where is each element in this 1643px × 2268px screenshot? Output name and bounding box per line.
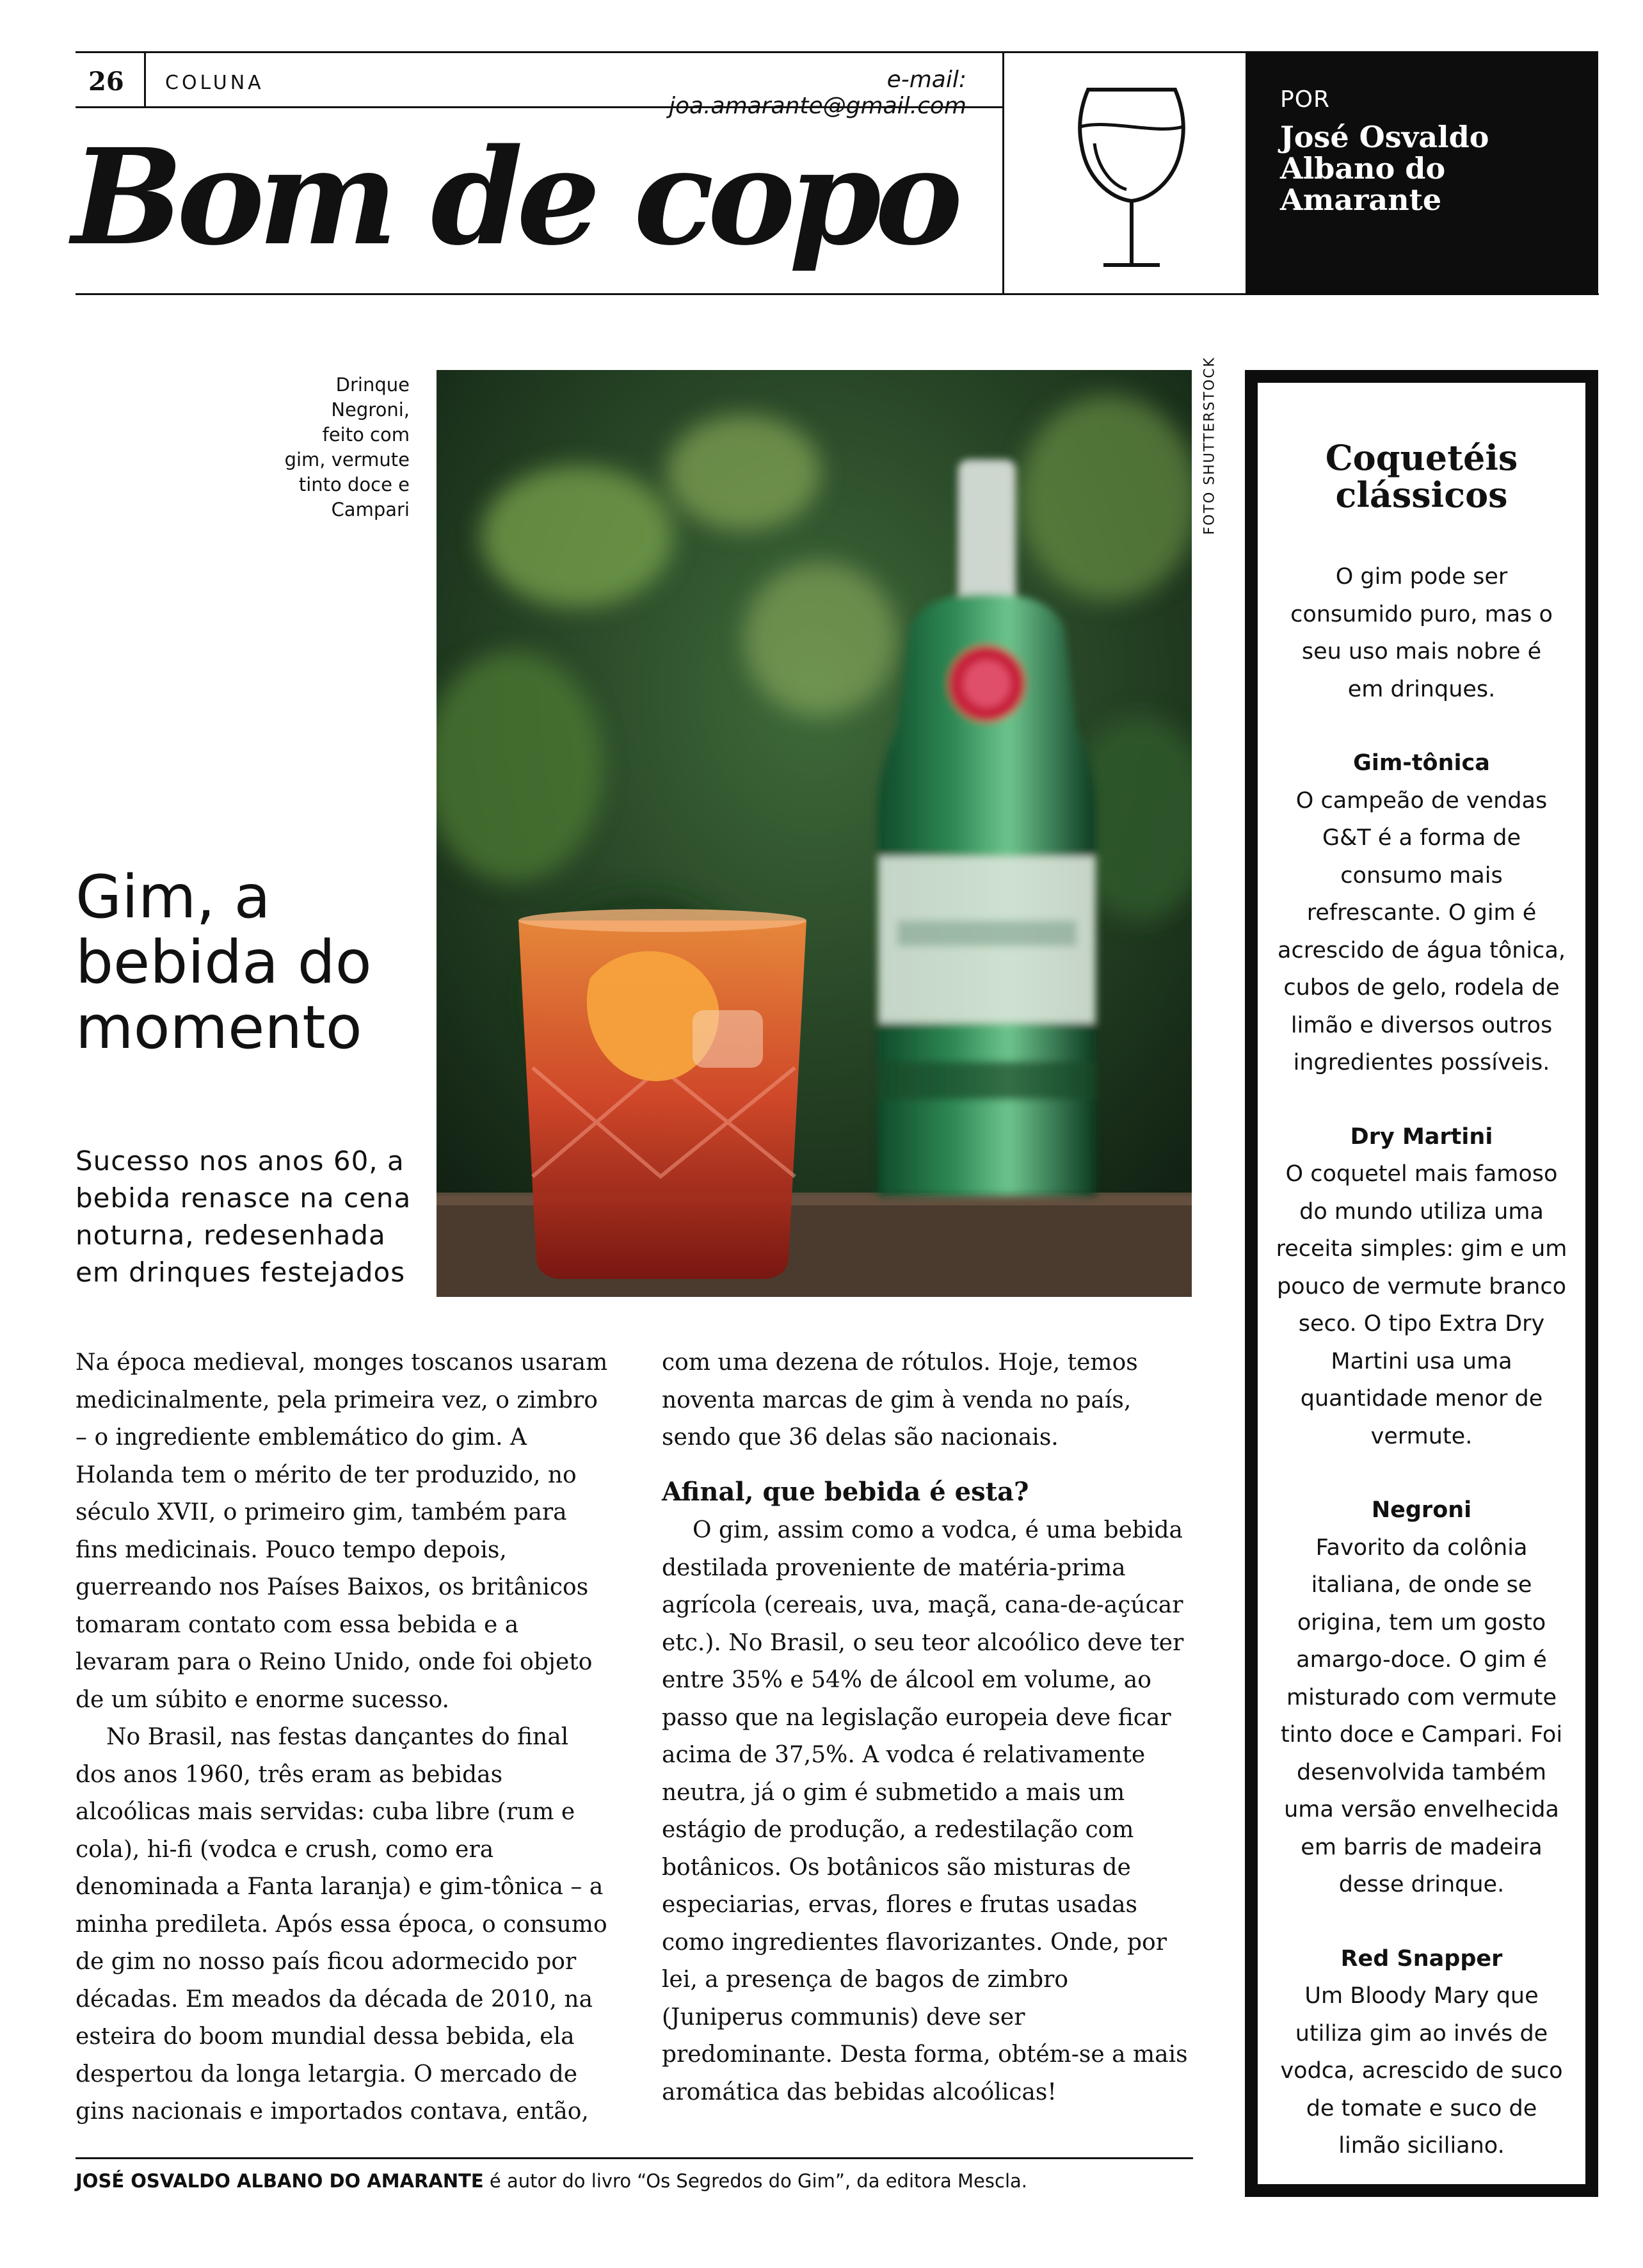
cocktail-description: Favorito da colônia italiana, de onde se origina, tem um gosto amargo-doce. O gim é misturado com vermute tinto doce e Campari. Foi desenvolvida também uma versão envelhecida em barris de madeira desse drinque. (1280, 1534, 1563, 1897)
body-paragraph: com uma dezena de rótulos. Hoje, temos noventa marcas de gim à venda no país, sendo que 36 delas são nacionais. (662, 1349, 1138, 1451)
headline-line: momento (76, 993, 362, 1062)
author-name-line: Amarante (1280, 182, 1442, 217)
cocktail-description: O campeão de vendas G&T é a forma de consumo mais refrescante. O gim é acrescido de água tônica, cubos de gelo, rodela de limão e diversos outros ingredientes possíveis. (1278, 787, 1566, 1075)
sidebar-cocktail (1258, 744, 1585, 1082)
deck-line: Sucesso nos anos 60, a (76, 1145, 405, 1177)
author-bio (76, 2170, 1193, 2192)
by-label: POR (1280, 86, 1331, 113)
caption-line: tinto doce e (298, 474, 410, 495)
photo-credit-text: FOTO SHUTTERSTOCK (1201, 356, 1218, 535)
wine-glass-icon (1075, 82, 1188, 271)
cocktail-name: Dry Martini (1350, 1123, 1493, 1150)
author-email: e-mail: joa.amarante@gmail.com (669, 67, 966, 119)
photo-caption (256, 373, 410, 522)
body-paragraph: O gim, assim como a vodca, é uma bebida destilada proveniente de matéria-prima agrícola (cereais, uva, maçã, cana-de-açúcar etc.). No Brasil, o seu teor alcoólico deve ter entre 35% e 54% de álcool em volume, ao passo que na legislação europeia deve ficar acima de 37,5%. A vodca é relativamente neutra, já o gim é submetido a mais um estágio de produção, a redestilação com botânicos. Os botânicos são misturas de especiarias, ervas, flores e frutas usadas como ingredientes flavorizantes. Onde, por lei, a presença de bagos de zimbro (Juniperus communis) deve ser predominante. Desta forma, obtém-se a mais aromática das bebidas alcoólicas! (662, 1517, 1188, 2105)
header-divider-glass (1002, 51, 1004, 294)
sidebar-title-line: Coquetéis (1325, 437, 1518, 478)
article-headline (76, 864, 434, 1060)
photo-credit (1200, 356, 1219, 536)
column-title: Bom de copo (72, 120, 957, 275)
caption-line: Drinque (335, 374, 410, 396)
author-bio-text: é autor do livro “Os Segredos do Gim”, da editora Mescla. (483, 2170, 1027, 2192)
sidebar-cocktail (1258, 1492, 1585, 1904)
header-divider-number (144, 51, 146, 108)
negroni-photo (437, 370, 1192, 1297)
author-name-line: José Osvaldo (1280, 120, 1489, 154)
body-column-1 (76, 1344, 613, 2131)
body-column-2 (662, 1344, 1193, 2111)
headline-line: Gim, a (76, 862, 271, 931)
author-name (1280, 122, 1489, 216)
section-label: COLUNA (165, 72, 264, 94)
sidebar-title (1258, 439, 1585, 513)
author-name-line: Albano do (1280, 151, 1446, 186)
cocktail-name: Red Snapper (1340, 1945, 1503, 1972)
footer-rule (76, 2157, 1193, 2159)
header-top-rule (76, 51, 1247, 53)
cocktail-name: Negroni (1371, 1497, 1472, 1523)
headline-line: bebida do (76, 928, 372, 997)
deck-line: bebida renasce na cena (76, 1182, 412, 1214)
caption-line: gim, vermute (284, 449, 410, 470)
article-subhead: Afinal, que bebida é esta? (662, 1476, 1029, 1507)
sidebar-box (1245, 370, 1598, 2197)
sidebar-title-line: clássicos (1335, 474, 1508, 515)
caption-line: Negroni, (331, 399, 410, 421)
caption-line: Campari (331, 499, 410, 520)
article-deck (76, 1143, 434, 1291)
caption-line: feito com (322, 424, 410, 446)
cocktail-description: O coquetel mais famoso do mundo utiliza uma receita simples: gim e um pouco de vermute branco seco. O tipo Extra Dry Martini usa uma quantidade menor de vermute. (1276, 1161, 1567, 1449)
deck-line: em drinques festejados (76, 1257, 406, 1288)
author-bio-name: JOSÉ OSVALDO ALBANO DO AMARANTE (76, 2170, 484, 2192)
sidebar-intro: O gim pode ser consumido puro, mas o seu uso mais nobre é em drinques. (1290, 564, 1553, 702)
cocktail-description: Um Bloody Mary que utiliza gim ao invés de vodca, acrescido de suco de tomate e suco de limão siciliano. (1280, 1983, 1563, 2159)
sidebar-cocktail (1258, 1940, 1585, 2165)
deck-line: noturna, redesenhada (76, 1219, 386, 1251)
page-number: 26 (88, 67, 124, 97)
body-paragraph: Na época medieval, monges toscanos usaram medicinalmente, pela primeira vez, o zimbro – o ingrediente emblemático do gim. A Holanda tem o mérito de ter produzido, no século XVII, o primeiro gim, também para fins medicinais. Pouco tempo depois, guerreando nos Países Baixos, os britânicos tomaram contato com essa bebida e a levaram para o Reino Unido, onde foi objeto de um súbito e enorme sucesso. (76, 1349, 608, 1713)
sidebar-cocktail (1258, 1118, 1585, 1456)
cocktail-name: Gim-tônica (1353, 750, 1490, 776)
body-paragraph: No Brasil, nas festas dançantes do final dos anos 1960, três eram as bebidas alcoólicas mais servidas: cuba libre (rum e cola), hi-fi (vodca e crush, como era denominada a Fanta laranja) e gim-tônica – a minha predileta. Após essa época, o consumo de gim no nosso país ficou adormecido por décadas. Em meados da década de 2010, na esteira do boom mundial dessa bebida, ela despertou da longa letargia. O mercado de gins nacionais e importados contava, então, (76, 1724, 607, 2125)
